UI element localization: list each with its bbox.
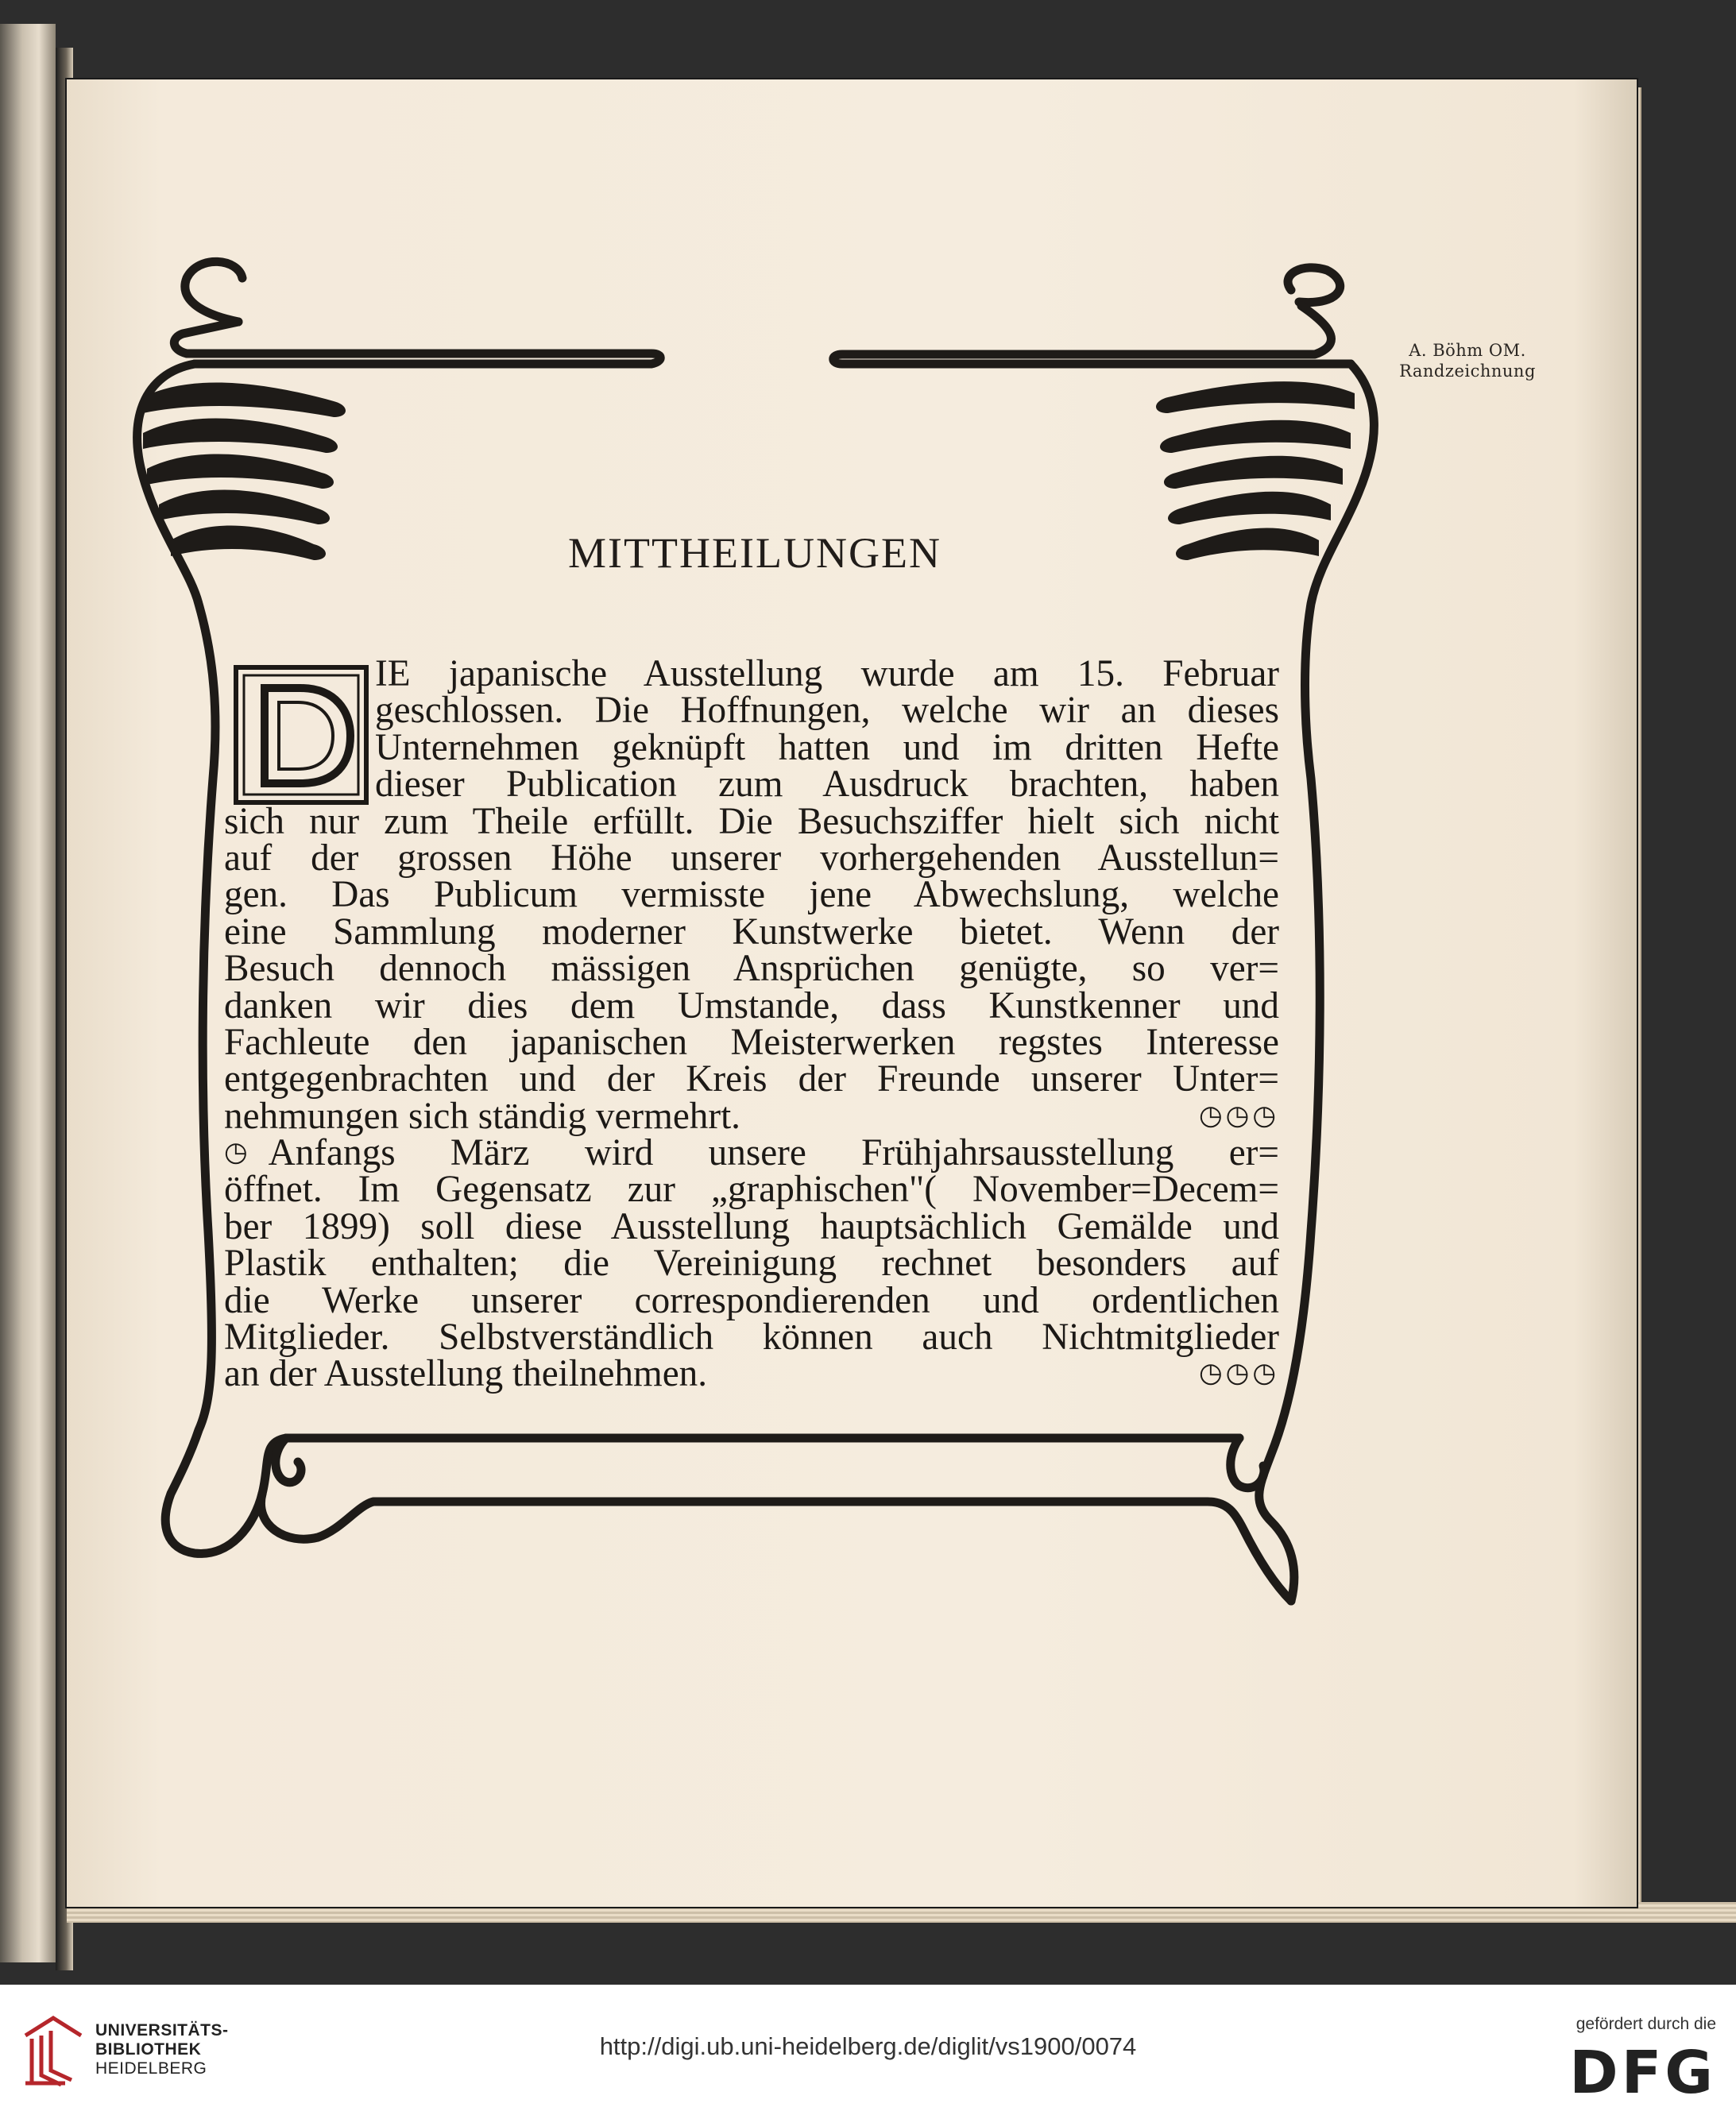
text-line: Mitglieder. Selbstverständlich können auch Nichtmitglieder [224,1316,1279,1359]
text-line: Fachleute den japanischen Meisterwerken regstes Interesse [224,1021,1279,1063]
credit-artist: A. Böhm OM. [1409,341,1526,360]
text-line: auf der grossen Höhe unserer vorhergehenden Ausstellun= [224,837,1279,879]
library-name-line2: BIBLIOTHEK [95,2040,202,2059]
text-line: Plastik enthalten; die Vereinigung rechnet besonders auf [224,1243,1279,1285]
paragraph-end-line [224,1095,1279,1137]
paragraph-start-ornament: ◷ [224,1138,251,1168]
paragraph-end-line [224,1353,1279,1395]
text-line: ber 1899) soll diese Ausstellung hauptsächlich Gemälde und [224,1205,1279,1247]
text-line: Unternehmen geknüpft hatten und im dritten Hefte [375,726,1279,768]
drop-cap-letter: D [233,664,234,665]
text-line: entgegenbrachten und der Kreis der Freunde unserer Unter= [224,1058,1279,1100]
funding-note: gefördert durch die [1576,2015,1716,2033]
text-line: IE japanische Ausstellung wurde am 15. Februar [375,653,1279,694]
viewer-footer [0,1985,1736,2111]
text-line: danken wir dies dem Umstande, dass Kunstkenner und [224,984,1279,1027]
permalink-url[interactable]: http://digi.ub.uni-heidelberg.de/diglit/vs1900/0074 [599,2032,1137,2060]
text-line: gen. Das Publicum vermisste jene Abwechslung, welche [224,874,1279,916]
text-line: sich nur zum Theile erfüllt. Die Besuchsziffer hielt sich nicht [224,800,1279,842]
credit-description: Randzeichnung [1399,361,1536,381]
text-line: die Werke unserer correspondierenden und ordentlichen [224,1279,1279,1321]
dfg-logo[interactable]: DFG [1569,2039,1716,2107]
article-body [224,655,1279,1393]
library-name-line1: UNIVERSITÄTS- [95,2021,229,2039]
paragraph-end-ornament: ◷◷◷ [1198,1359,1279,1389]
text-line: öffnet. Im Gegensatz zur „graphischen"( November=Decem= [224,1169,1279,1211]
text-line: eine Sammlung moderner Kunstwerke bietet. Wenn der [224,911,1279,953]
page-title: MITTHEILUNGEN [568,529,941,577]
text-line: geschlossen. Die Hoffnungen, welche wir an dieses [375,690,1279,732]
text-line: dieser Publication zum Ausdruck brachten, haben [375,764,1279,806]
library-name-line3: HEIDELBERG [95,2059,207,2078]
illustration-credit [1392,340,1543,381]
text-line: an der Ausstellung theilnehmen. [224,1353,708,1395]
paragraph-end-ornament: ◷◷◷ [1198,1100,1279,1131]
text-line: Besuch dennoch mässigen Ansprüchen genügte, so ver= [224,948,1279,990]
text-line: Anfangs März wird unsere Frühjahrsausstellung er= [268,1132,1279,1174]
paragraph-start-line [224,1132,1279,1174]
text-line: nehmungen sich ständig vermehrt. [224,1095,740,1137]
